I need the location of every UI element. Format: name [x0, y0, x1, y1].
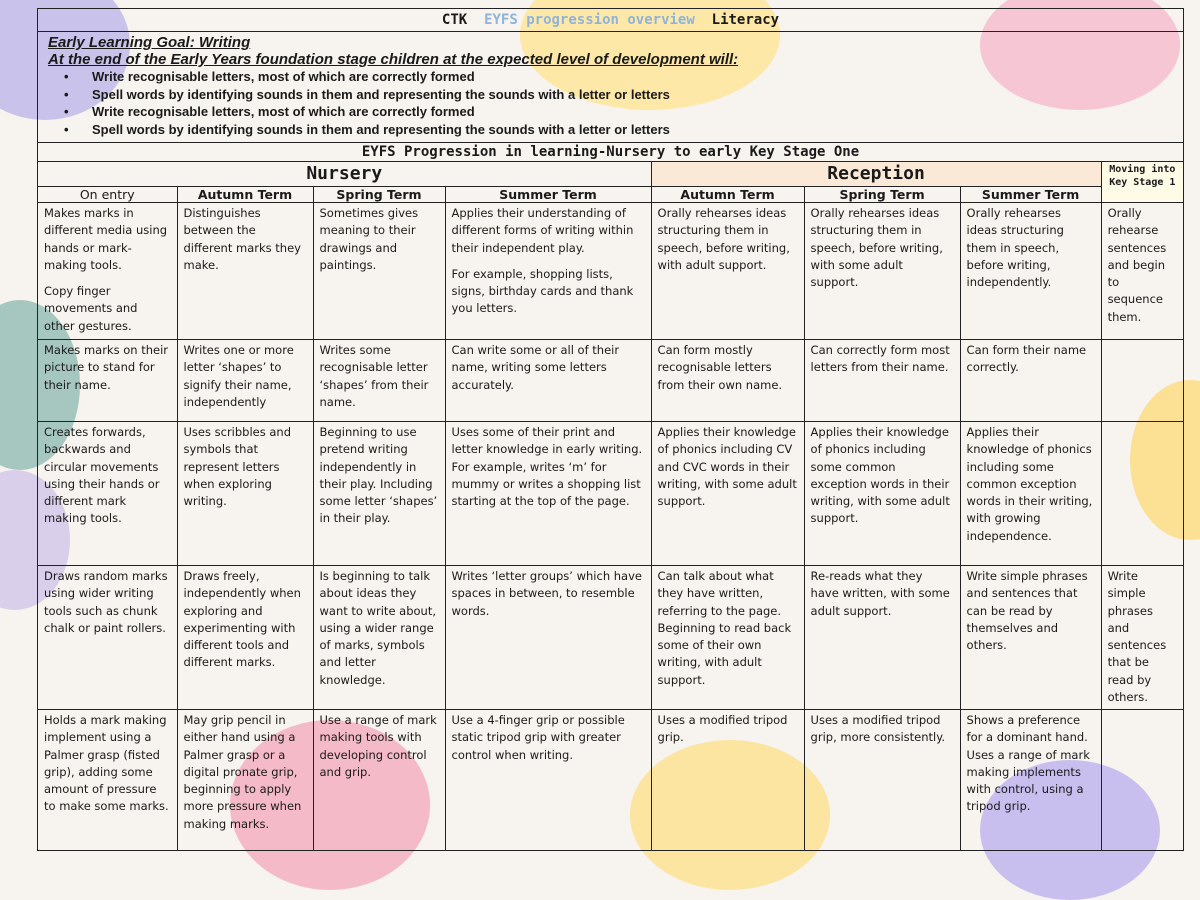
elg-bullet-list: [48, 68, 1175, 138]
table-cell: Can write some or all of their name, writing some letters accurately.: [445, 340, 651, 422]
title-school: CTK: [441, 12, 468, 28]
table-cell: Can form their name correctly.: [960, 340, 1101, 422]
table-cell: Uses scribbles and symbols that represent letters when exploring writing.: [177, 422, 313, 566]
title-overview: EYFS progression overview: [484, 12, 695, 28]
elg-bullet: • Spell words by identifying sounds in them and representing the sounds with a letter or letters: [92, 86, 1175, 104]
elg-heading: Early Learning Goal: Writing: [48, 34, 251, 51]
table-cell: Holds a mark making implement using a Palmer grasp (fisted grip), adding some amount of pressure to make some marks.: [38, 710, 177, 850]
table-cell: Can correctly form most letters from their name.: [804, 340, 960, 422]
table-cell: Use a 4-finger grip or possible static tripod grip with greater control when writing.: [445, 710, 651, 850]
table-cell: Can talk about what they have written, referring to the page. Beginning to read back some of their own writing, with adult support.: [651, 566, 804, 710]
table-cell: Orally rehearses ideas structuring them in speech, before writing, with adult support.: [651, 203, 804, 340]
progression-title: EYFS Progression in learning-Nursery to early Key Stage One: [38, 143, 1183, 162]
elg-bullet: • Write recognisable letters, most of which are correctly formed: [92, 103, 1175, 121]
table-cell: Is beginning to talk about ideas they want to write about, using a wider range of marks, symbols and letter knowledge.: [313, 566, 445, 710]
table-cell: Applies their knowledge of phonics including some common exception words in their writing, with some adult support.: [804, 422, 960, 566]
table-cell: [1101, 340, 1183, 422]
table-cell: May grip pencil in either hand using a Palmer grasp or a digital pronate grip, beginning to apply more pressure when making marks.: [177, 710, 313, 850]
table-cell: Writes ‘letter groups’ which have spaces in between, to resemble words.: [445, 566, 651, 710]
table-cell: Orally rehearses ideas structuring them in speech, before writing, with some adult support.: [804, 203, 960, 340]
table-cell: Creates forwards, backwards and circular movements using their hands or different mark making tools.: [38, 422, 177, 566]
table-row: [38, 203, 1183, 340]
table-cell: Writes some recognisable letter ‘shapes’ from their name.: [313, 340, 445, 422]
table-cell: Writes one or more letter ‘shapes’ to signify their name, independently: [177, 340, 313, 422]
term-header: Summer Term: [445, 187, 651, 203]
progression-table: [38, 162, 1183, 850]
early-learning-goal: [38, 32, 1183, 143]
table-cell: Applies their understanding of different forms of writing within their independent play. For example, shopping lists, signs, birthday cards and thank you letters.: [445, 203, 651, 340]
table-cell: Shows a preference for a dominant hand. Uses a range of mark making implements with control, using a tripod grip.: [960, 710, 1101, 850]
table-cell: Re-reads what they have written, with some adult support.: [804, 566, 960, 710]
table-cell: Can form mostly recognisable letters from their own name.: [651, 340, 804, 422]
table-cell: Uses a modified tripod grip.: [651, 710, 804, 850]
table-cell: [1101, 422, 1183, 566]
table-cell: Use a range of mark making tools with developing control and grip.: [313, 710, 445, 850]
term-header: Spring Term: [804, 187, 960, 203]
table-cell: Beginning to use pretend writing independently in their play. Including some letter ‘shapes’ in their play.: [313, 422, 445, 566]
term-header: Summer Term: [960, 187, 1101, 203]
table-row: [38, 340, 1183, 422]
table-cell: Applies their knowledge of phonics including some common exception words in their writing, with growing independence.: [960, 422, 1101, 566]
table-cell: [1101, 710, 1183, 850]
table-row: [38, 710, 1183, 850]
elg-intro: At the end of the Early Years foundation stage children at the expected level of development will:: [48, 51, 739, 68]
table-cell: Draws random marks using wider writing tools such as chunk chalk or paint rollers.: [38, 566, 177, 710]
term-header: Autumn Term: [177, 187, 313, 203]
literacy-progression-sheet: [37, 8, 1184, 851]
table-cell: Orally rehearses ideas structuring them in speech, before writing, independently.: [960, 203, 1101, 340]
document-title: [38, 9, 1183, 32]
stage-moving-ks1: Moving into Key Stage 1: [1101, 162, 1183, 203]
table-cell: Sometimes gives meaning to their drawings and paintings.: [313, 203, 445, 340]
table-cell: Distinguishes between the different marks they make.: [177, 203, 313, 340]
table-cell: Applies their knowledge of phonics including CV and CVC words in their writing, with some adult support.: [651, 422, 804, 566]
table-cell: Makes marks on their picture to stand for their name.: [38, 340, 177, 422]
table-cell: Write simple phrases and sentences that be read by others.: [1101, 566, 1183, 710]
stage-nursery: Nursery: [38, 162, 651, 187]
elg-bullet: • Write recognisable letters, most of which are correctly formed: [92, 68, 1175, 86]
table-cell: Uses some of their print and letter knowledge in early writing. For example, writes ‘m’ for mummy or writes a shopping list starting at the top of the page.: [445, 422, 651, 566]
table-row: [38, 566, 1183, 710]
title-subject: Literacy: [711, 12, 780, 28]
table-row: [38, 422, 1183, 566]
stage-reception: Reception: [651, 162, 1101, 187]
elg-bullet: • Spell words by identifying sounds in them and representing the sounds with a letter or letters: [92, 121, 1175, 139]
term-header: Autumn Term: [651, 187, 804, 203]
term-header: Spring Term: [313, 187, 445, 203]
table-cell: Makes marks in different media using hands or mark-making tools. Copy finger movements and other gestures.: [38, 203, 177, 340]
table-cell: Orally rehearse sentences and begin to sequence them.: [1101, 203, 1183, 340]
table-cell: Draws freely, independently when exploring and experimenting with different tools and different marks.: [177, 566, 313, 710]
table-cell: Uses a modified tripod grip, more consistently.: [804, 710, 960, 850]
term-header: On entry: [38, 187, 177, 203]
table-cell: Write simple phrases and sentences that can be read by themselves and others.: [960, 566, 1101, 710]
